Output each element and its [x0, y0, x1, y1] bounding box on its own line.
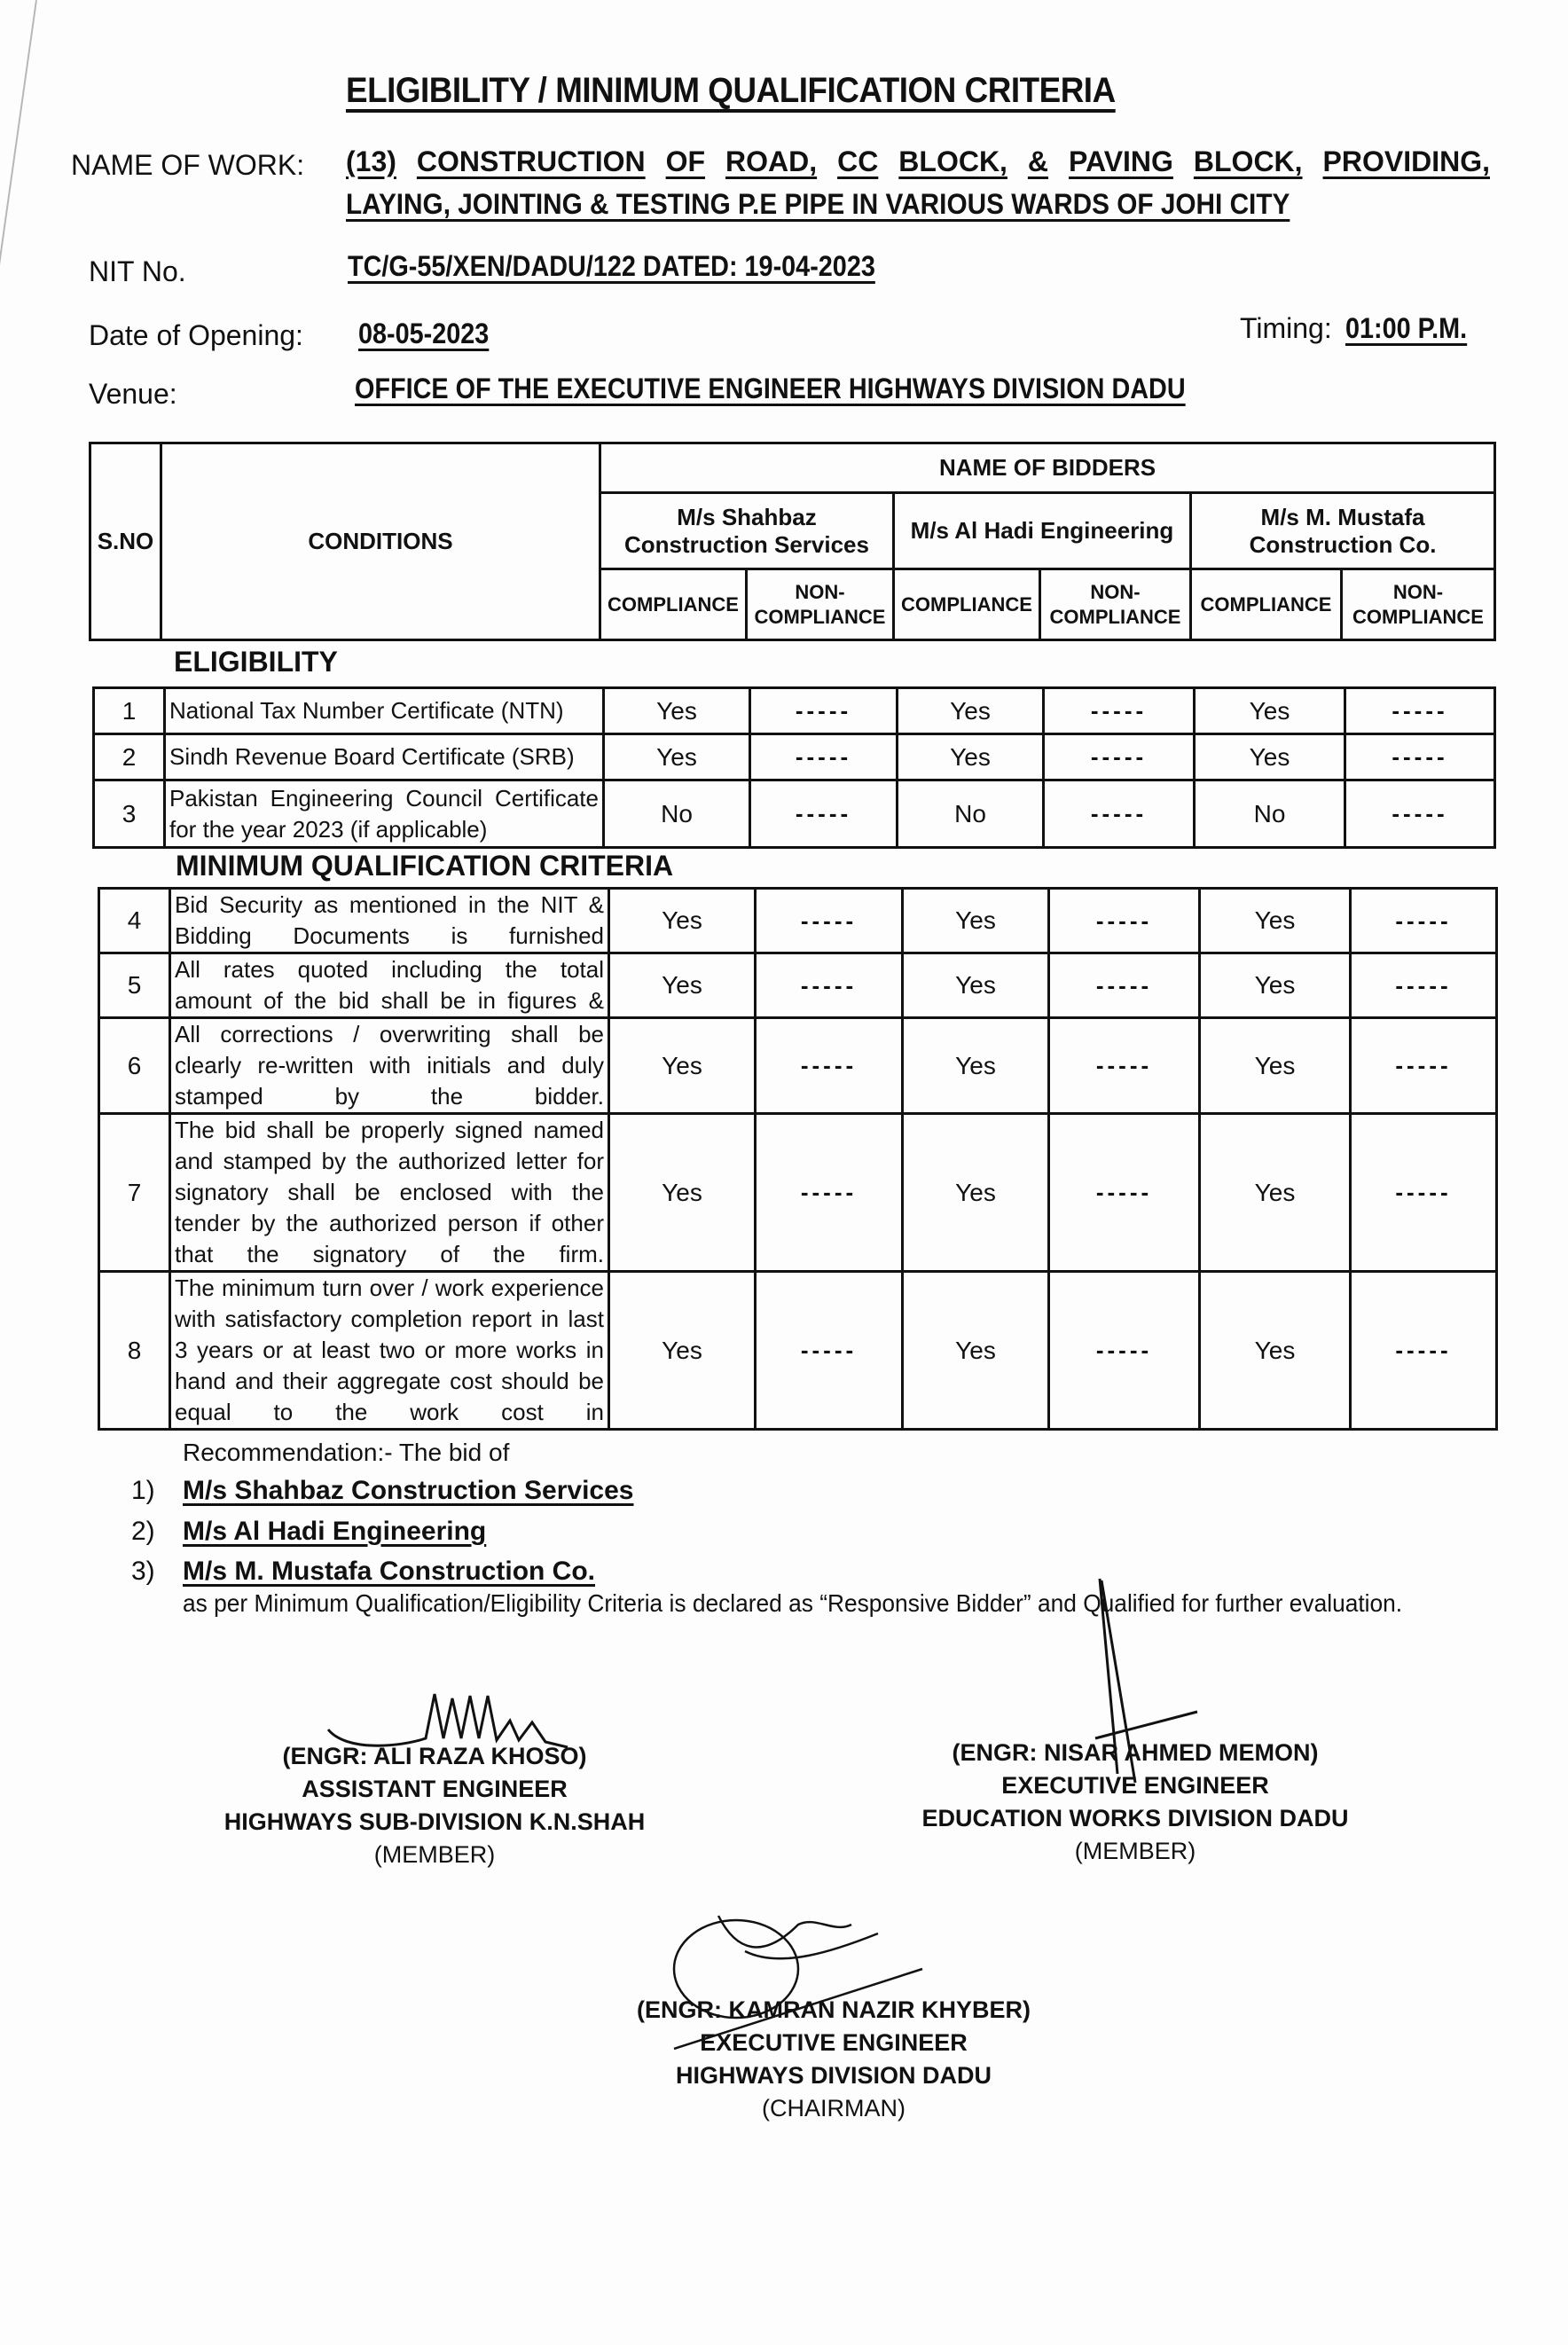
non-compliance-cell: ----- [1044, 688, 1195, 734]
signatory-name: (ENGR: KAMRAN NAZIR KHYBER) [637, 1996, 1031, 2023]
compliance-cell: Yes [604, 734, 750, 780]
non-compliance-cell: ----- [1345, 734, 1495, 780]
compliance-cell: Yes [898, 688, 1044, 734]
compliance-cell: Yes [903, 1018, 1049, 1114]
bidders-header-table [89, 442, 1496, 641]
non-compliance-header: NON- COMPLIANCE [1342, 569, 1495, 640]
table-row [99, 889, 1497, 953]
non-compliance-cell: ----- [1049, 1018, 1200, 1114]
name-of-work-value [346, 140, 1490, 225]
compliance-header: COMPLIANCE [1191, 569, 1342, 640]
compliance-cell: Yes [903, 889, 1049, 953]
name-of-work-label: NAME OF WORK: [71, 149, 305, 181]
signatory-designation: ASSISTANT ENGINEER [302, 1776, 568, 1802]
non-compliance-cell: ----- [750, 780, 898, 848]
compliance-header: COMPLIANCE [894, 569, 1040, 640]
signatory-office: HIGHWAYS DIVISION DADU [675, 2062, 992, 2089]
compliance-cell: Yes [1200, 1018, 1351, 1114]
compliance-cell: Yes [609, 953, 756, 1018]
non-compliance-cell: ----- [1049, 1272, 1200, 1430]
timing-label: Timing: [1240, 312, 1332, 344]
compliance-cell: Yes [903, 1114, 1049, 1272]
compliance-cell: Yes [604, 688, 750, 734]
compliance-cell: Yes [609, 1114, 756, 1272]
row-number: 8 [99, 1272, 170, 1430]
compliance-cell: Yes [1200, 1114, 1351, 1272]
recommended-bidder: 3) M/s M. Mustafa Construction Co. [131, 1557, 595, 1586]
document-title: ELIGIBILITY / MINIMUM QUALIFICATION CRITERIA [346, 71, 1116, 110]
condition-text: Bid Security as mentioned in the NIT & Bidding Documents is furnished [170, 889, 609, 953]
row-number: 5 [99, 953, 170, 1018]
nit-label: NIT No. [89, 255, 186, 287]
table-row [94, 688, 1495, 734]
non-compliance-cell: ----- [1351, 1272, 1497, 1430]
row-number: 4 [99, 889, 170, 953]
non-compliance-cell: ----- [1345, 688, 1495, 734]
signatory-role: (MEMBER) [1074, 1838, 1196, 1864]
opening-date-value: 08-05-2023 [358, 318, 490, 349]
compliance-header: COMPLIANCE [600, 569, 747, 640]
non-compliance-cell: ----- [1049, 953, 1200, 1018]
compliance-cell: Yes [609, 1018, 756, 1114]
work-word: & [1027, 145, 1049, 177]
qualification-table [98, 887, 1498, 1431]
bidder-header-shahbaz: M/s Shahbaz Construction Services [600, 493, 894, 569]
nit-value: TC/G-55/XEN/DADU/122 DATED: 19-04-2023 [348, 250, 875, 282]
table-row [99, 1114, 1497, 1272]
condition-text: National Tax Number Certificate (NTN) [165, 688, 604, 734]
section-title-eligibility: ELIGIBILITY [174, 646, 338, 678]
non-compliance-cell: ----- [1044, 734, 1195, 780]
work-word: (13) [346, 145, 396, 177]
paper-fold-line [0, 0, 37, 369]
work-word: BLOCK, [1193, 145, 1303, 177]
row-number: 1 [94, 688, 165, 734]
non-compliance-cell: ----- [1351, 889, 1497, 953]
non-compliance-header: NON- COMPLIANCE [747, 569, 894, 640]
signatory-block [204, 1740, 665, 1871]
timing-value: 01:00 P.M. [1345, 312, 1468, 344]
condition-text: Sindh Revenue Board Certificate (SRB) [165, 734, 604, 780]
compliance-cell: Yes [1200, 1272, 1351, 1430]
recommendation-intro: Recommendation:- The bid of [183, 1439, 510, 1466]
row-number: 7 [99, 1114, 170, 1272]
signatory-name: (ENGR: NISAR AHMED MEMON) [952, 1739, 1319, 1766]
work-word: OF [665, 145, 706, 177]
table-row [94, 734, 1495, 780]
eligibility-table [92, 686, 1496, 849]
non-compliance-cell: ----- [750, 688, 898, 734]
work-word: PAVING [1068, 145, 1173, 177]
compliance-cell: Yes [609, 889, 756, 953]
compliance-cell: No [1195, 780, 1345, 848]
work-word: PROVIDING, [1322, 145, 1490, 177]
recommended-bidder: 1) M/s Shahbaz Construction Services [131, 1476, 634, 1505]
compliance-cell: Yes [1195, 688, 1345, 734]
recommendation-conclusion: as per Minimum Qualification/Eligibility Criteria is declared as “Responsive Bidder” and Qualified for further evaluation. [183, 1589, 1403, 1617]
work-word: ROAD, [725, 145, 818, 177]
condition-text: Pakistan Engineering Council Certificate for the year 2023 (if applicable) [165, 780, 604, 848]
row-number: 2 [94, 734, 165, 780]
non-compliance-header: NON- COMPLIANCE [1040, 569, 1191, 640]
sno-header: S.NO [90, 443, 161, 640]
conditions-header: CONDITIONS [161, 443, 600, 640]
compliance-cell: Yes [898, 734, 1044, 780]
non-compliance-cell: ----- [1044, 780, 1195, 848]
compliance-cell: Yes [1195, 734, 1345, 780]
signatory-designation: EXECUTIVE ENGINEER [700, 2029, 968, 2056]
bidder-header-al-hadi: M/s Al Hadi Engineering [894, 493, 1191, 569]
table-row [99, 1018, 1497, 1114]
signatory-role: (MEMBER) [373, 1841, 496, 1868]
venue-label: Venue: [89, 378, 177, 410]
non-compliance-cell: ----- [756, 953, 903, 1018]
signatory-block [905, 1737, 1366, 1868]
table-row [94, 780, 1495, 848]
bidders-group-header: NAME OF BIDDERS [600, 443, 1495, 493]
signatory-role: (CHAIRMAN) [762, 2095, 906, 2121]
compliance-cell: Yes [903, 1272, 1049, 1430]
bidder-header-mustafa: M/s M. Mustafa Construction Co. [1191, 493, 1495, 569]
signatory-designation: EXECUTIVE ENGINEER [1001, 1772, 1269, 1799]
non-compliance-cell: ----- [1049, 889, 1200, 953]
work-word: CONSTRUCTION [416, 145, 646, 177]
signatory-block [603, 1994, 1064, 2125]
work-word: CC [837, 145, 879, 177]
non-compliance-cell: ----- [1351, 1114, 1497, 1272]
table-row [99, 1272, 1497, 1430]
condition-text: The minimum turn over / work experience with satisfactory completion report in last 3 years or at least two or more works in hand and their aggregate cost should be equal to the work cost in [170, 1272, 609, 1430]
compliance-cell: Yes [1200, 889, 1351, 953]
recommended-bidder: 2) M/s Al Hadi Engineering [131, 1517, 487, 1546]
signatory-name: (ENGR: ALI RAZA KHOSO) [282, 1743, 587, 1769]
section-title-minimum-qualification: MINIMUM QUALIFICATION CRITERIA [176, 850, 674, 882]
row-number: 3 [94, 780, 165, 848]
table-row [99, 953, 1497, 1018]
opening-date-label: Date of Opening: [89, 319, 303, 351]
non-compliance-cell: ----- [1351, 953, 1497, 1018]
signatory-office: EDUCATION WORKS DIVISION DADU [921, 1805, 1349, 1831]
compliance-cell: Yes [903, 953, 1049, 1018]
condition-text: The bid shall be properly signed named and stamped by the authorized letter for signatory shall be enclosed with the tender by the authorized person if other that the signatory of the firm. [170, 1114, 609, 1272]
compliance-cell: Yes [1200, 953, 1351, 1018]
non-compliance-cell: ----- [1345, 780, 1495, 848]
compliance-cell: Yes [609, 1272, 756, 1430]
non-compliance-cell: ----- [1351, 1018, 1497, 1114]
non-compliance-cell: ----- [756, 1018, 903, 1114]
work-word: BLOCK, [898, 145, 1007, 177]
work-line-2: LAYING, JOINTING & TESTING P.E PIPE IN VARIOUS WARDS OF JOHI CITY [346, 188, 1290, 220]
non-compliance-cell: ----- [750, 734, 898, 780]
signatory-office: HIGHWAYS SUB-DIVISION K.N.SHAH [223, 1808, 646, 1835]
non-compliance-cell: ----- [756, 1114, 903, 1272]
compliance-cell: No [604, 780, 750, 848]
non-compliance-cell: ----- [1049, 1114, 1200, 1272]
compliance-cell: No [898, 780, 1044, 848]
non-compliance-cell: ----- [756, 1272, 903, 1430]
condition-text: All rates quoted including the total amount of the bid shall be in figures & [170, 953, 609, 1018]
venue-value: OFFICE OF THE EXECUTIVE ENGINEER HIGHWAYS DIVISION DADU [355, 373, 1186, 404]
non-compliance-cell: ----- [756, 889, 903, 953]
condition-text: All corrections / overwriting shall be clearly re-written with initials and duly stamped by the bidder. [170, 1018, 609, 1114]
row-number: 6 [99, 1018, 170, 1114]
